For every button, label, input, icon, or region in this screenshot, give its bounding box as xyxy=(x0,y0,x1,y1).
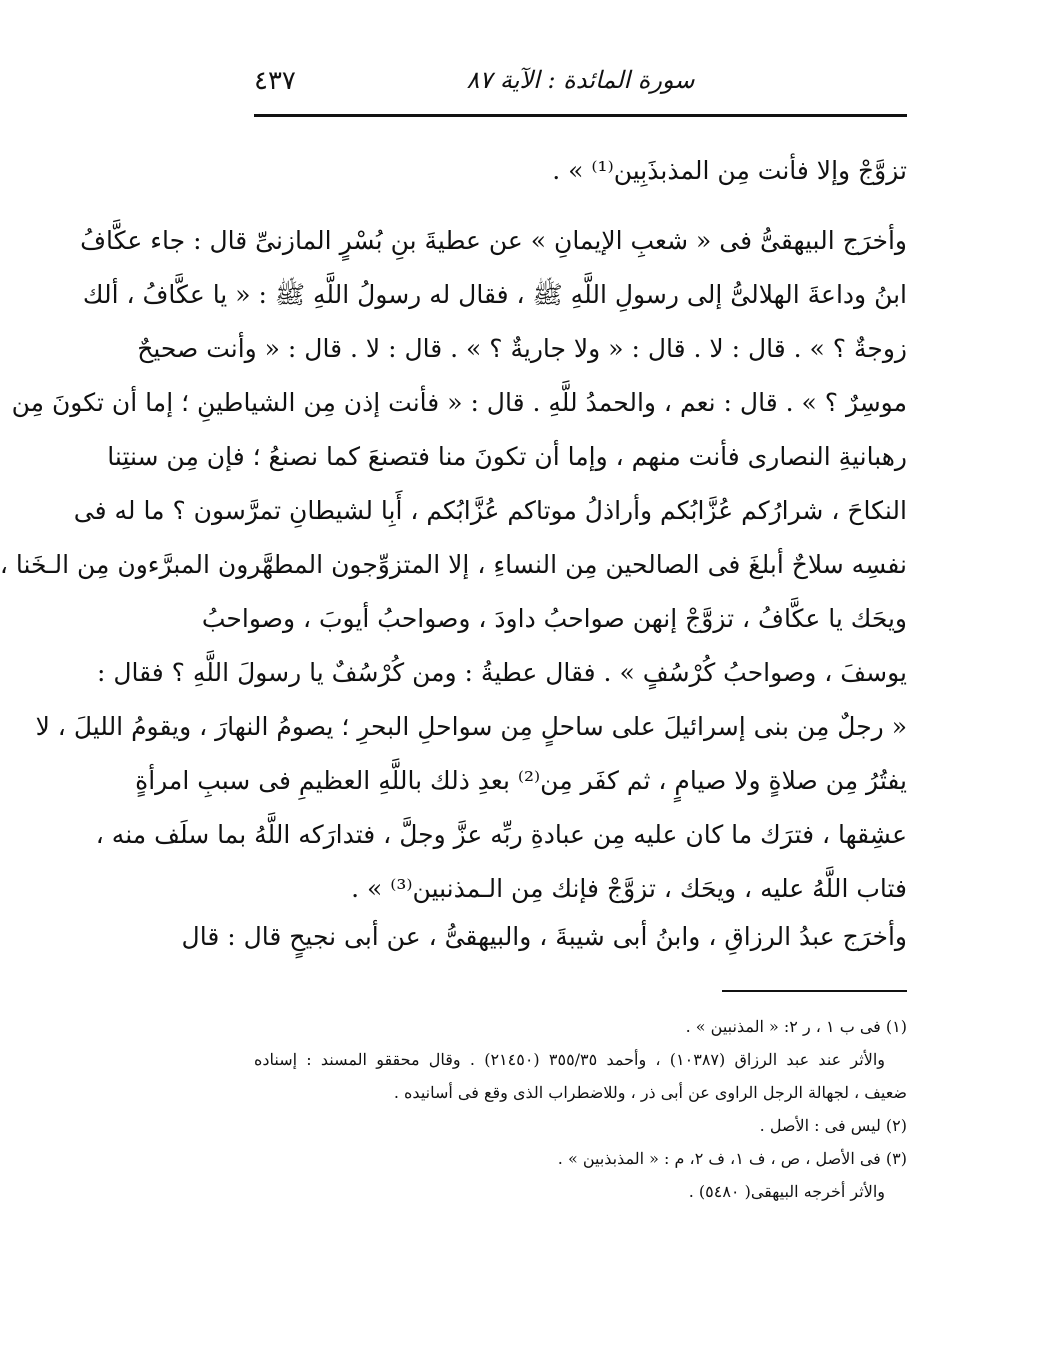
text-line: نفسِه سلاحٌ أبلغَ فى الصالحين مِن النساءِ ، إلا المتزوِّجون المطهَّرون المبرَّءون مِن الـخَنا ، xyxy=(0,550,907,579)
footnote-line: (٣) فى الأصل ، ص ، ف ١، ف ٢، م : « المذبذبين » . xyxy=(557,1149,907,1168)
header-rule xyxy=(254,114,907,117)
text-line: زوجةٌ ؟ » . قال : لا . قال : « ولا جاريةٌ ؟ » . قال : لا . قال : « وأنت صحيحٌ xyxy=(137,334,907,363)
text-line: ويحَك يا عكَّافُ ، تزوَّجْ إنهن صواحبُ داودَ ، وصواحبُ أيوبَ ، وصواحبُ xyxy=(201,604,907,633)
text-line: تزوَّجْ وإلا فأنت مِن المذبذَبِين⁽¹⁾ » . xyxy=(552,156,907,185)
text-line: رهبانيةِ النصارى فأنت منهم ، وإما أن تكونَ منا فتصنعَ كما نصنعُ ؛ فإن مِن سنتِنا xyxy=(107,442,907,471)
page-number: ٤٣٧ xyxy=(254,66,296,96)
text-line: ابنُ وداعةَ الهلالىُّ إلى رسولِ اللَّهِ ﷺ ، فقال له رسولُ اللَّهِ ﷺ : « يا عكَّافُ ، ألك xyxy=(82,280,907,309)
footnote-line: (٢) ليس فى : الأصل . xyxy=(759,1116,907,1135)
running-title: سورة المائدة : الآية ٨٧ xyxy=(466,66,695,94)
footnote-line: ضعيف ، لجهالة الرجل الراوى عن أبى ذر ، وللاضطراب الذى وقع فى أسانيده . xyxy=(393,1083,907,1102)
footnotes xyxy=(254,1010,907,1208)
text-line: يوسفَ ، وصواحبُ كُرْسُفٍ » . فقال عطيةُ : ومن كُرْسُفٌ يا رسولَ اللَّهِ ؟ فقال : xyxy=(96,658,907,687)
footnote-separator xyxy=(722,990,907,992)
text-line: فتاب اللَّهُ عليه ، ويحَك ، تزوَّجْ فإنك مِن الـمذنبين⁽³⁾ » . xyxy=(351,874,907,903)
text-line: النكاحَ ، شرارُكم عُزَّابُكم وأراذلُ موتاكم عُزَّابُكم ، أَبِا لشيطانِ تمرَّسون ؟ ما له فى xyxy=(73,496,907,525)
footnote-line: والأثر عند عبد الرزاق (١٠٣٨٧) ، وأحمد ٣٥٥/٣٥ (٢١٤٥٠) . وقال محققو المسند : إسناده xyxy=(254,1050,886,1069)
text-line: وأخرَج عبدُ الرزاقِ ، وابنُ أبى شيبةَ ، والبيهقىُّ ، عن أبى نجيحٍ قال : قال xyxy=(181,922,907,951)
paragraph xyxy=(181,910,907,964)
text-line: يفتُرُ مِن صلاةٍ ولا صيامٍ ، ثم كفَر مِن⁽²⁾ بعدِ ذلك باللَّهِ العظيمِ فى سببِ امرأةٍ xyxy=(135,766,907,795)
paragraph xyxy=(0,214,907,916)
text-line: موسِرٌ ؟ » . قال : نعم ، والحمدُ للَّهِ . قال : « فأنت إذن مِن الشياطينِ ؛ إما أن تكونَ مِن xyxy=(11,388,907,417)
running-header xyxy=(254,62,907,106)
text-line: « رجلٌ مِن بنى إسرائيلَ على ساحلٍ مِن سواحلِ البحرِ ؛ يصومُ النهارَ ، ويقومُ الليلَ ، لا xyxy=(35,712,907,741)
paragraph xyxy=(254,144,907,198)
text-line: عشِقها ، فترَك ما كان عليه مِن عبادةِ ربِّه عزَّ وجلَّ ، فتدارَكه اللَّهُ بما سلَف منه ، xyxy=(95,820,907,849)
footnote-line: والأثر أخرجه البيهقى( ٥٤٨٠) . xyxy=(688,1182,885,1201)
footnote-line: (١) فى ب ١ ، ر ٢: « المذنبين » . xyxy=(685,1017,907,1036)
text-line: وأخرَج البيهقىُّ فى « شعبِ الإيمانِ » عن عطيةَ بنِ بُسْرٍ المازنىِّ قال : جاء عكَّافُ xyxy=(80,226,907,255)
